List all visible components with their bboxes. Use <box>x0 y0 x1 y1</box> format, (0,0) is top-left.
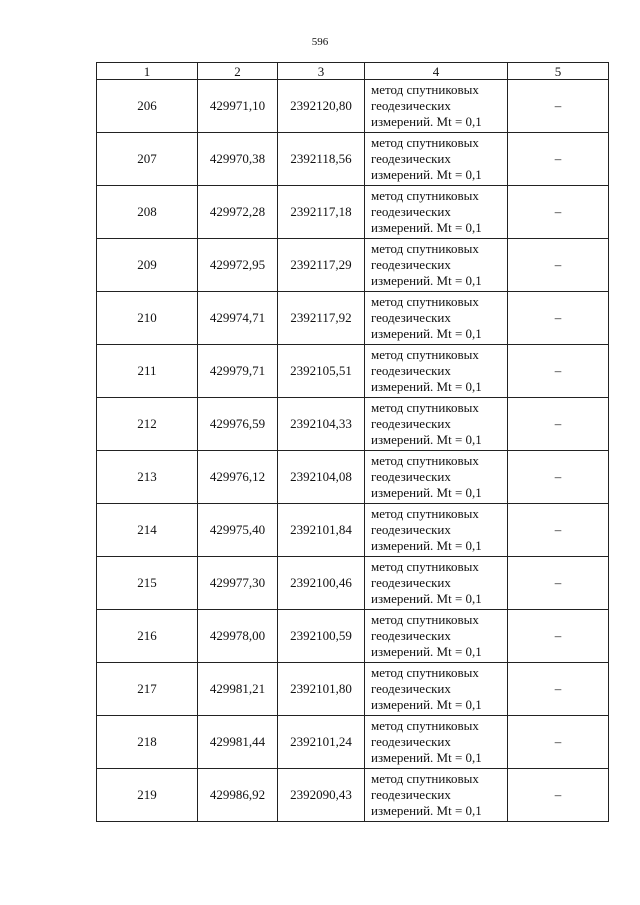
method-line-3: измерений. Mt = 0,1 <box>371 379 482 394</box>
table-row <box>97 451 609 504</box>
method-line-3: измерений. Mt = 0,1 <box>371 273 482 288</box>
point-number-cell: 219 <box>97 769 198 822</box>
point-number-cell: 207 <box>97 133 198 186</box>
column-header-1: 1 <box>97 63 198 80</box>
x-coordinate-cell: 429977,30 <box>198 557 278 610</box>
y-coordinate-cell: 2392101,84 <box>278 504 365 557</box>
page-number: 596 <box>311 36 329 48</box>
x-coordinate-cell: 429974,71 <box>198 292 278 345</box>
method-line-2: геодезических <box>371 98 451 113</box>
method-line-1: метод спутниковых <box>371 718 479 733</box>
point-number-cell: 210 <box>97 292 198 345</box>
method-line-2: геодезических <box>371 575 451 590</box>
method-line-3: измерений. Mt = 0,1 <box>371 167 482 182</box>
method-line-3: измерений. Mt = 0,1 <box>371 644 482 659</box>
method-line-3: измерений. Mt = 0,1 <box>371 485 482 500</box>
method-cell <box>365 133 508 186</box>
point-number-cell: 216 <box>97 610 198 663</box>
table-row <box>97 716 609 769</box>
method-line-2: геодезических <box>371 522 451 537</box>
y-coordinate-cell: 2392101,24 <box>278 716 365 769</box>
method-line-2: геодезических <box>371 734 451 749</box>
table-row <box>97 769 609 822</box>
column-5-cell: – <box>508 133 609 186</box>
y-coordinate-cell: 2392118,56 <box>278 133 365 186</box>
method-line-2: геодезических <box>371 469 451 484</box>
column-5-cell: – <box>508 557 609 610</box>
method-line-2: геодезических <box>371 151 451 166</box>
column-header-4: 4 <box>365 63 508 80</box>
x-coordinate-cell: 429976,12 <box>198 451 278 504</box>
method-cell <box>365 80 508 133</box>
column-5-cell: – <box>508 239 609 292</box>
point-number-cell: 211 <box>97 345 198 398</box>
x-coordinate-cell: 429981,21 <box>198 663 278 716</box>
table-row <box>97 345 609 398</box>
column-5-cell: – <box>508 504 609 557</box>
method-cell <box>365 663 508 716</box>
method-line-3: измерений. Mt = 0,1 <box>371 803 482 818</box>
method-line-3: измерений. Mt = 0,1 <box>371 750 482 765</box>
column-5-cell: – <box>508 769 609 822</box>
point-number-cell: 209 <box>97 239 198 292</box>
table-row <box>97 557 609 610</box>
method-line-3: измерений. Mt = 0,1 <box>371 697 482 712</box>
x-coordinate-cell: 429979,71 <box>198 345 278 398</box>
column-5-cell: – <box>508 451 609 504</box>
x-coordinate-cell: 429975,40 <box>198 504 278 557</box>
table-row <box>97 239 609 292</box>
method-cell <box>365 610 508 663</box>
method-line-3: измерений. Mt = 0,1 <box>371 432 482 447</box>
point-number-cell: 217 <box>97 663 198 716</box>
method-line-2: геодезических <box>371 257 451 272</box>
y-coordinate-cell: 2392104,33 <box>278 398 365 451</box>
point-number-cell: 218 <box>97 716 198 769</box>
table-row <box>97 80 609 133</box>
y-coordinate-cell: 2392100,46 <box>278 557 365 610</box>
method-line-1: метод спутниковых <box>371 453 479 468</box>
y-coordinate-cell: 2392090,43 <box>278 769 365 822</box>
y-coordinate-cell: 2392100,59 <box>278 610 365 663</box>
method-cell <box>365 398 508 451</box>
column-5-cell: – <box>508 663 609 716</box>
y-coordinate-cell: 2392117,18 <box>278 186 365 239</box>
method-line-3: измерений. Mt = 0,1 <box>371 326 482 341</box>
point-number-cell: 213 <box>97 451 198 504</box>
method-line-1: метод спутниковых <box>371 771 479 786</box>
x-coordinate-cell: 429976,59 <box>198 398 278 451</box>
column-header-5: 5 <box>508 63 609 80</box>
method-line-2: геодезических <box>371 204 451 219</box>
point-number-cell: 208 <box>97 186 198 239</box>
column-5-cell: – <box>508 186 609 239</box>
method-cell <box>365 504 508 557</box>
method-line-2: геодезических <box>371 363 451 378</box>
method-line-2: геодезических <box>371 787 451 802</box>
column-5-cell: – <box>508 610 609 663</box>
method-line-1: метод спутниковых <box>371 294 479 309</box>
method-line-1: метод спутниковых <box>371 559 479 574</box>
x-coordinate-cell: 429972,28 <box>198 186 278 239</box>
method-line-1: метод спутниковых <box>371 506 479 521</box>
method-line-1: метод спутниковых <box>371 612 479 627</box>
method-cell <box>365 292 508 345</box>
x-coordinate-cell: 429971,10 <box>198 80 278 133</box>
method-line-2: геодезических <box>371 416 451 431</box>
method-line-3: измерений. Mt = 0,1 <box>371 591 482 606</box>
y-coordinate-cell: 2392117,92 <box>278 292 365 345</box>
method-cell <box>365 239 508 292</box>
column-5-cell: – <box>508 80 609 133</box>
method-line-3: измерений. Mt = 0,1 <box>371 538 482 553</box>
y-coordinate-cell: 2392117,29 <box>278 239 365 292</box>
method-line-1: метод спутниковых <box>371 400 479 415</box>
x-coordinate-cell: 429986,92 <box>198 769 278 822</box>
column-header-2: 2 <box>198 63 278 80</box>
table-row <box>97 133 609 186</box>
point-number-cell: 212 <box>97 398 198 451</box>
column-5-cell: – <box>508 345 609 398</box>
method-line-1: метод спутниковых <box>371 665 479 680</box>
x-coordinate-cell: 429970,38 <box>198 133 278 186</box>
table-row <box>97 610 609 663</box>
method-line-2: геодезических <box>371 681 451 696</box>
method-line-1: метод спутниковых <box>371 135 479 150</box>
table-row <box>97 663 609 716</box>
column-5-cell: – <box>508 398 609 451</box>
table-row <box>97 398 609 451</box>
table-row <box>97 186 609 239</box>
x-coordinate-cell: 429981,44 <box>198 716 278 769</box>
method-line-2: геодезических <box>371 310 451 325</box>
y-coordinate-cell: 2392105,51 <box>278 345 365 398</box>
method-line-1: метод спутниковых <box>371 188 479 203</box>
table-row <box>97 504 609 557</box>
method-cell <box>365 451 508 504</box>
method-cell <box>365 557 508 610</box>
table-header-row <box>97 63 609 80</box>
method-line-1: метод спутниковых <box>371 241 479 256</box>
column-5-cell: – <box>508 716 609 769</box>
y-coordinate-cell: 2392101,80 <box>278 663 365 716</box>
table-row <box>97 292 609 345</box>
column-5-cell: – <box>508 292 609 345</box>
y-coordinate-cell: 2392104,08 <box>278 451 365 504</box>
point-number-cell: 215 <box>97 557 198 610</box>
method-cell <box>365 186 508 239</box>
method-cell <box>365 345 508 398</box>
method-cell <box>365 769 508 822</box>
x-coordinate-cell: 429972,95 <box>198 239 278 292</box>
method-line-2: геодезических <box>371 628 451 643</box>
point-number-cell: 214 <box>97 504 198 557</box>
coordinates-table <box>96 62 609 822</box>
method-cell <box>365 716 508 769</box>
method-line-1: метод спутниковых <box>371 82 479 97</box>
method-line-3: измерений. Mt = 0,1 <box>371 220 482 235</box>
x-coordinate-cell: 429978,00 <box>198 610 278 663</box>
y-coordinate-cell: 2392120,80 <box>278 80 365 133</box>
point-number-cell: 206 <box>97 80 198 133</box>
method-line-3: измерений. Mt = 0,1 <box>371 114 482 129</box>
method-line-1: метод спутниковых <box>371 347 479 362</box>
column-header-3: 3 <box>278 63 365 80</box>
